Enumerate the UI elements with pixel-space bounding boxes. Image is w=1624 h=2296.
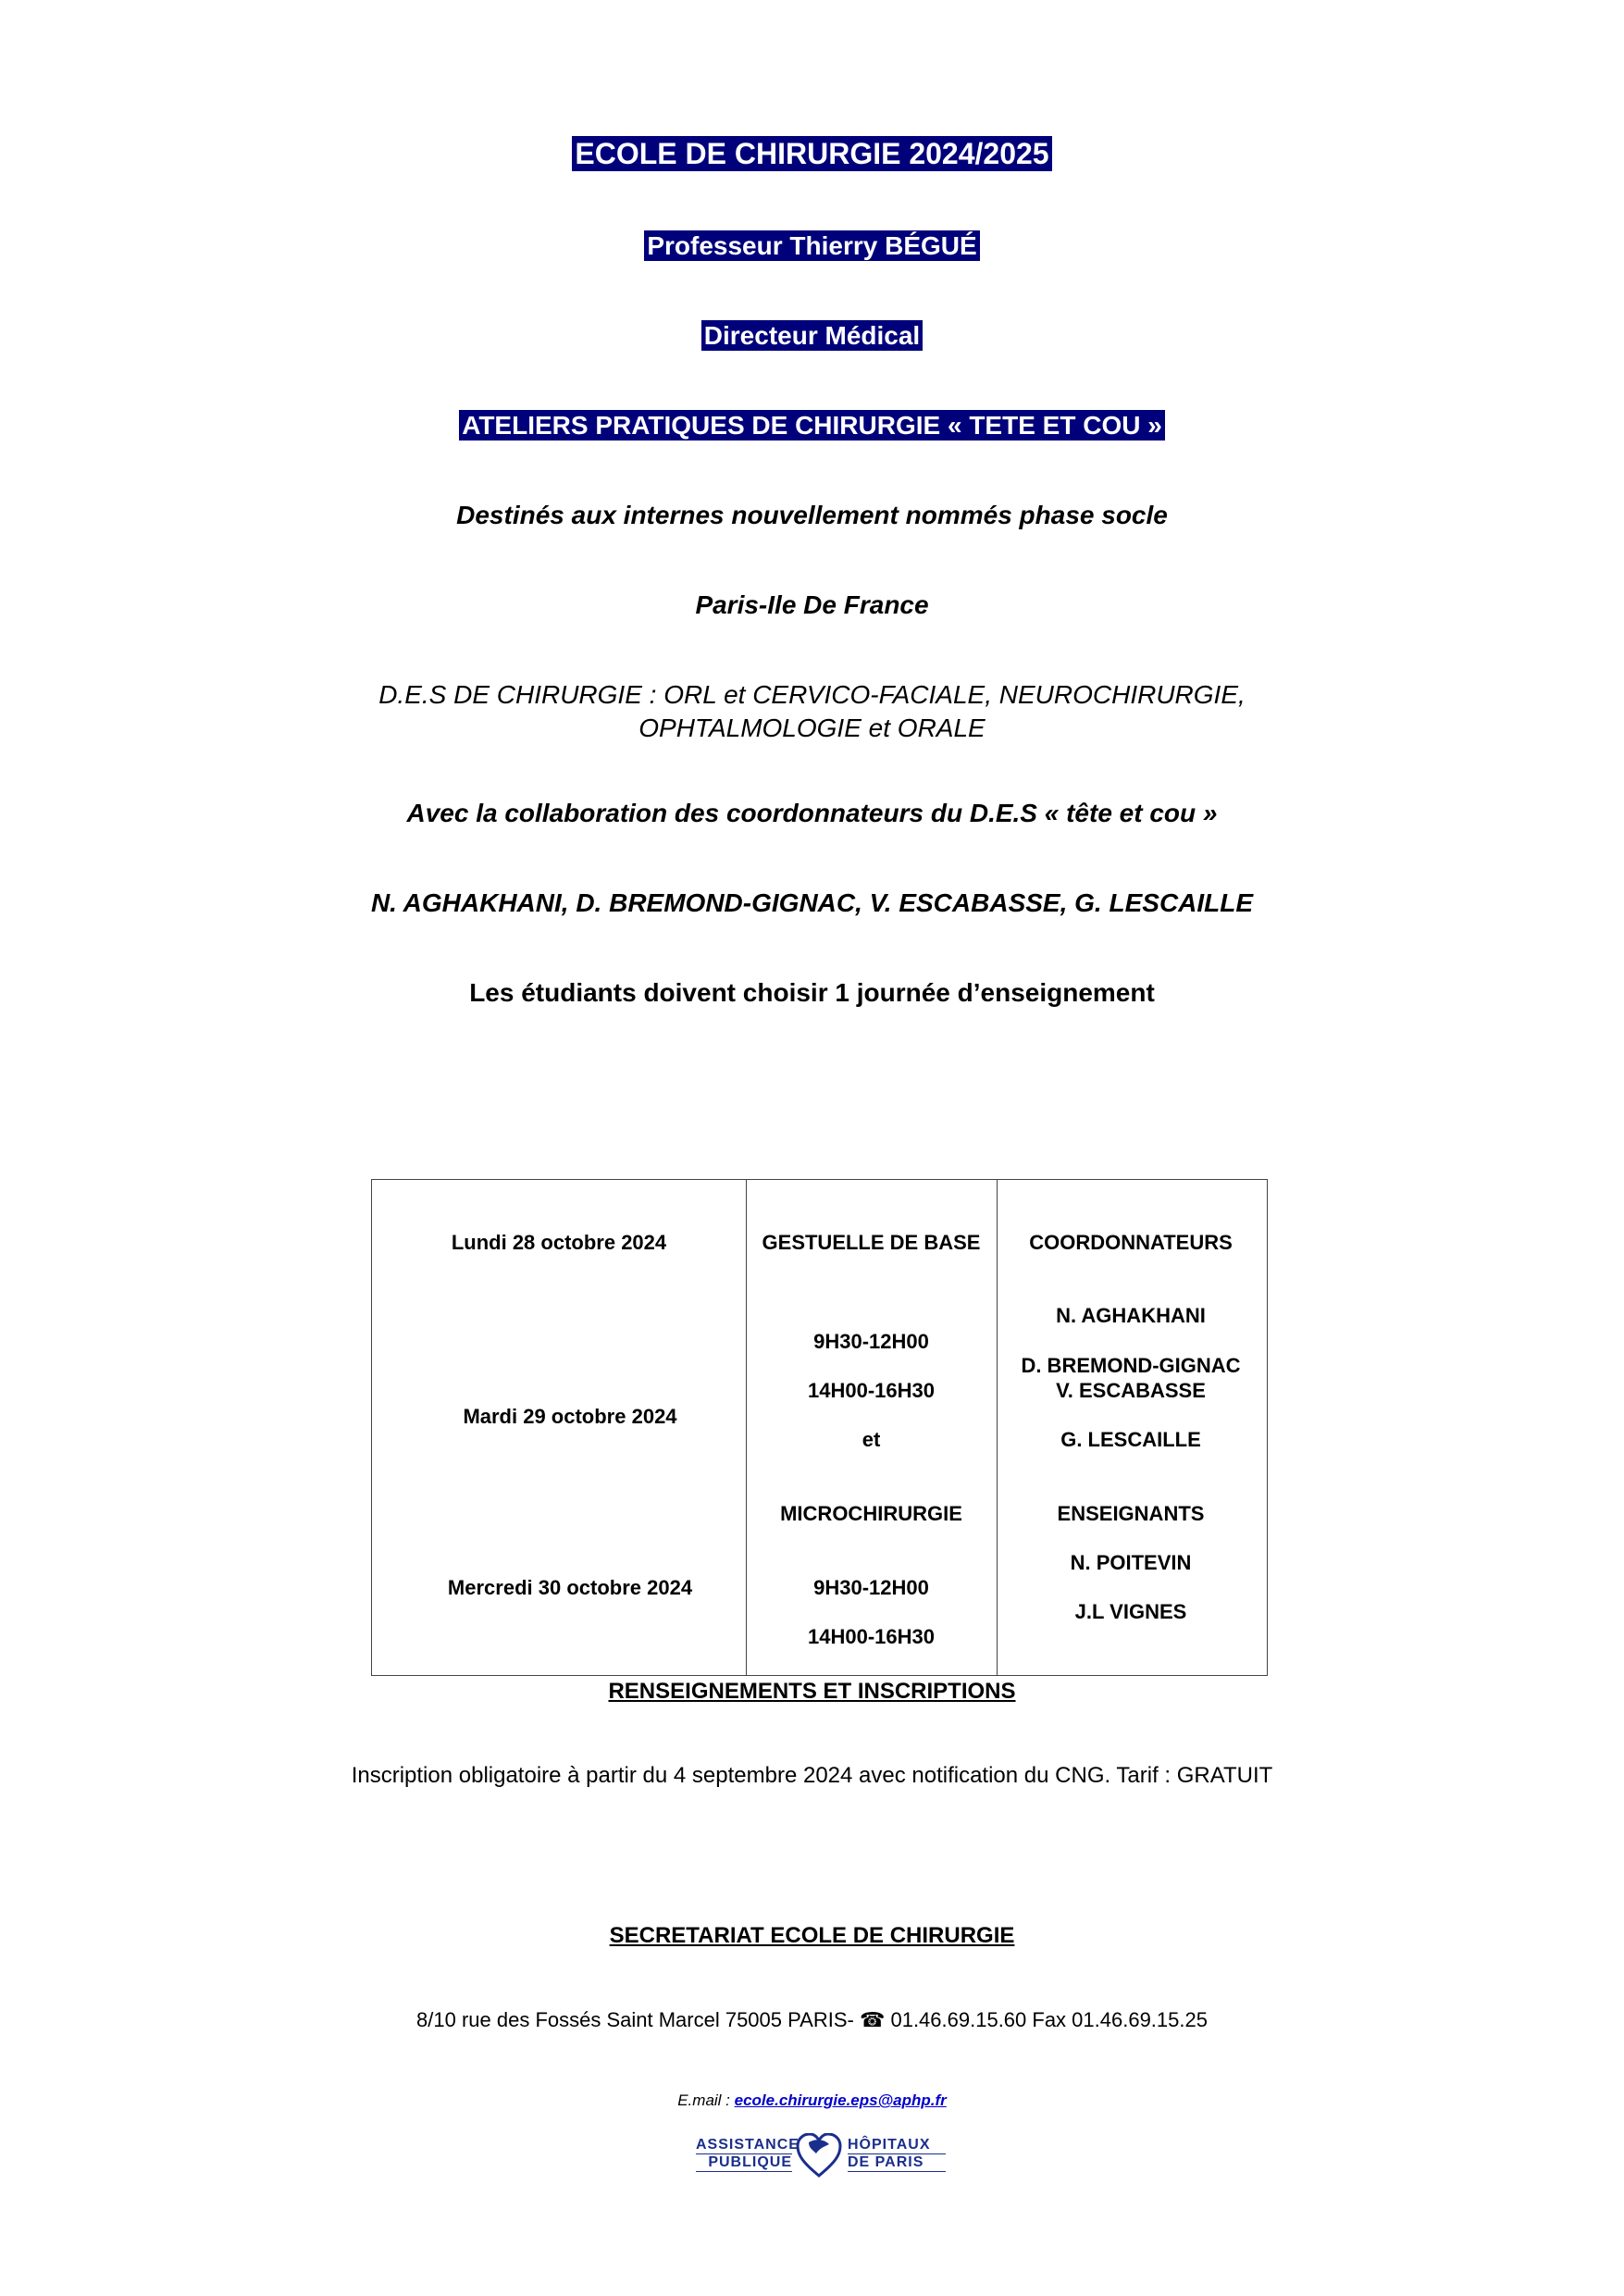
- session-and: et: [862, 1428, 881, 1451]
- des-line-1: D.E.S DE CHIRURGIE : ORL et CERVICO-FACIALE, NEUROCHIRURGIE,: [378, 680, 1246, 709]
- session-basic-title: GESTUELLE DE BASE: [762, 1231, 981, 1254]
- choose-day-text: Les étudiants doivent choisir 1 journée d’enseignement: [469, 978, 1155, 1007]
- heart-icon: [796, 2133, 842, 2178]
- email-link[interactable]: ecole.chirurgie.eps@aphp.fr: [734, 2091, 947, 2109]
- logo-left-line-1: ASSISTANCE: [696, 2137, 800, 2153]
- logo-right-line-1: HÔPITAUX: [848, 2137, 946, 2154]
- info-title: RENSEIGNEMENTS ET INSCRIPTIONS: [608, 1679, 1016, 1704]
- region-text: Paris-Ile De France: [695, 590, 929, 619]
- des-line-2: OPHTALMOLOGIE et ORALE: [638, 714, 986, 742]
- director-role: Directeur Médical: [0, 321, 1624, 351]
- workshop-title: ATELIERS PRATIQUES DE CHIRURGIE « TETE ET COU »: [0, 411, 1624, 441]
- staff-coord-2: D. BREMOND-GIGNAC: [1021, 1354, 1241, 1377]
- session-micro-time-1: 9H30-12H00: [813, 1576, 929, 1599]
- coordinators-names: N. AGHAKHANI, D. BREMOND-GIGNAC, V. ESCABASSE, G. LESCAILLE: [370, 888, 1254, 917]
- des-specialties: [0, 678, 1624, 745]
- registration-text: Inscription obligatoire à partir du 4 septembre 2024 avec notification du CNG. Tarif : GRATUIT: [351, 1763, 1273, 1788]
- day-monday: Lundi 28 octobre 2024: [451, 1231, 667, 1254]
- staff-coord-title: COORDONNATEURS: [1029, 1231, 1233, 1254]
- session-micro-time-2: 14H00-16H30: [808, 1625, 935, 1648]
- collaboration-text: Avec la collaboration des coordonnateurs du D.E.S « tête et cou »: [406, 799, 1218, 827]
- logo-right-text: [848, 2137, 946, 2172]
- secretariat-address: 8/10 rue des Fossés Saint Marcel 75005 PARIS- ☎ 01.46.69.15.60 Fax 01.46.69.15.25: [416, 2008, 1208, 2031]
- session-basic-time-2: 14H00-16H30: [808, 1379, 935, 1402]
- staff-coord-3: V. ESCABASSE: [1056, 1379, 1206, 1402]
- staff-coord-4: G. LESCAILLE: [1060, 1428, 1201, 1451]
- email-line: [0, 2091, 1624, 2110]
- aphp-logo: [696, 2133, 946, 2179]
- staff-teachers-title: ENSEIGNANTS: [1057, 1502, 1205, 1525]
- day-wednesday: Mercredi 30 octobre 2024: [447, 1576, 693, 1599]
- schedule-table: [371, 1179, 1268, 1676]
- staff-teacher-1: N. POITEVIN: [1070, 1551, 1192, 1574]
- day-tuesday: Mardi 29 octobre 2024: [463, 1405, 677, 1428]
- professor-name: Professeur Thierry BÉGUÉ: [0, 231, 1624, 261]
- logo-right-line-2: DE PARIS: [848, 2154, 946, 2172]
- logo-left-text: [696, 2137, 800, 2172]
- secretariat-title: SECRETARIAT ECOLE DE CHIRURGIE: [609, 1923, 1015, 1948]
- logo-left-line-2: PUBLIQUE: [696, 2154, 792, 2172]
- email-label: E.mail :: [677, 2091, 730, 2109]
- session-basic-time-1: 9H30-12H00: [813, 1330, 929, 1353]
- staff-teacher-2: J.L VIGNES: [1074, 1600, 1187, 1623]
- staff-coord-1: N. AGHAKHANI: [1056, 1304, 1206, 1327]
- session-micro-title: MICROCHIRURGIE: [780, 1502, 962, 1525]
- document-title: ECOLE DE CHIRURGIE 2024/2025: [0, 137, 1624, 171]
- audience-text: Destinés aux internes nouvellement nommés phase socle: [456, 501, 1168, 529]
